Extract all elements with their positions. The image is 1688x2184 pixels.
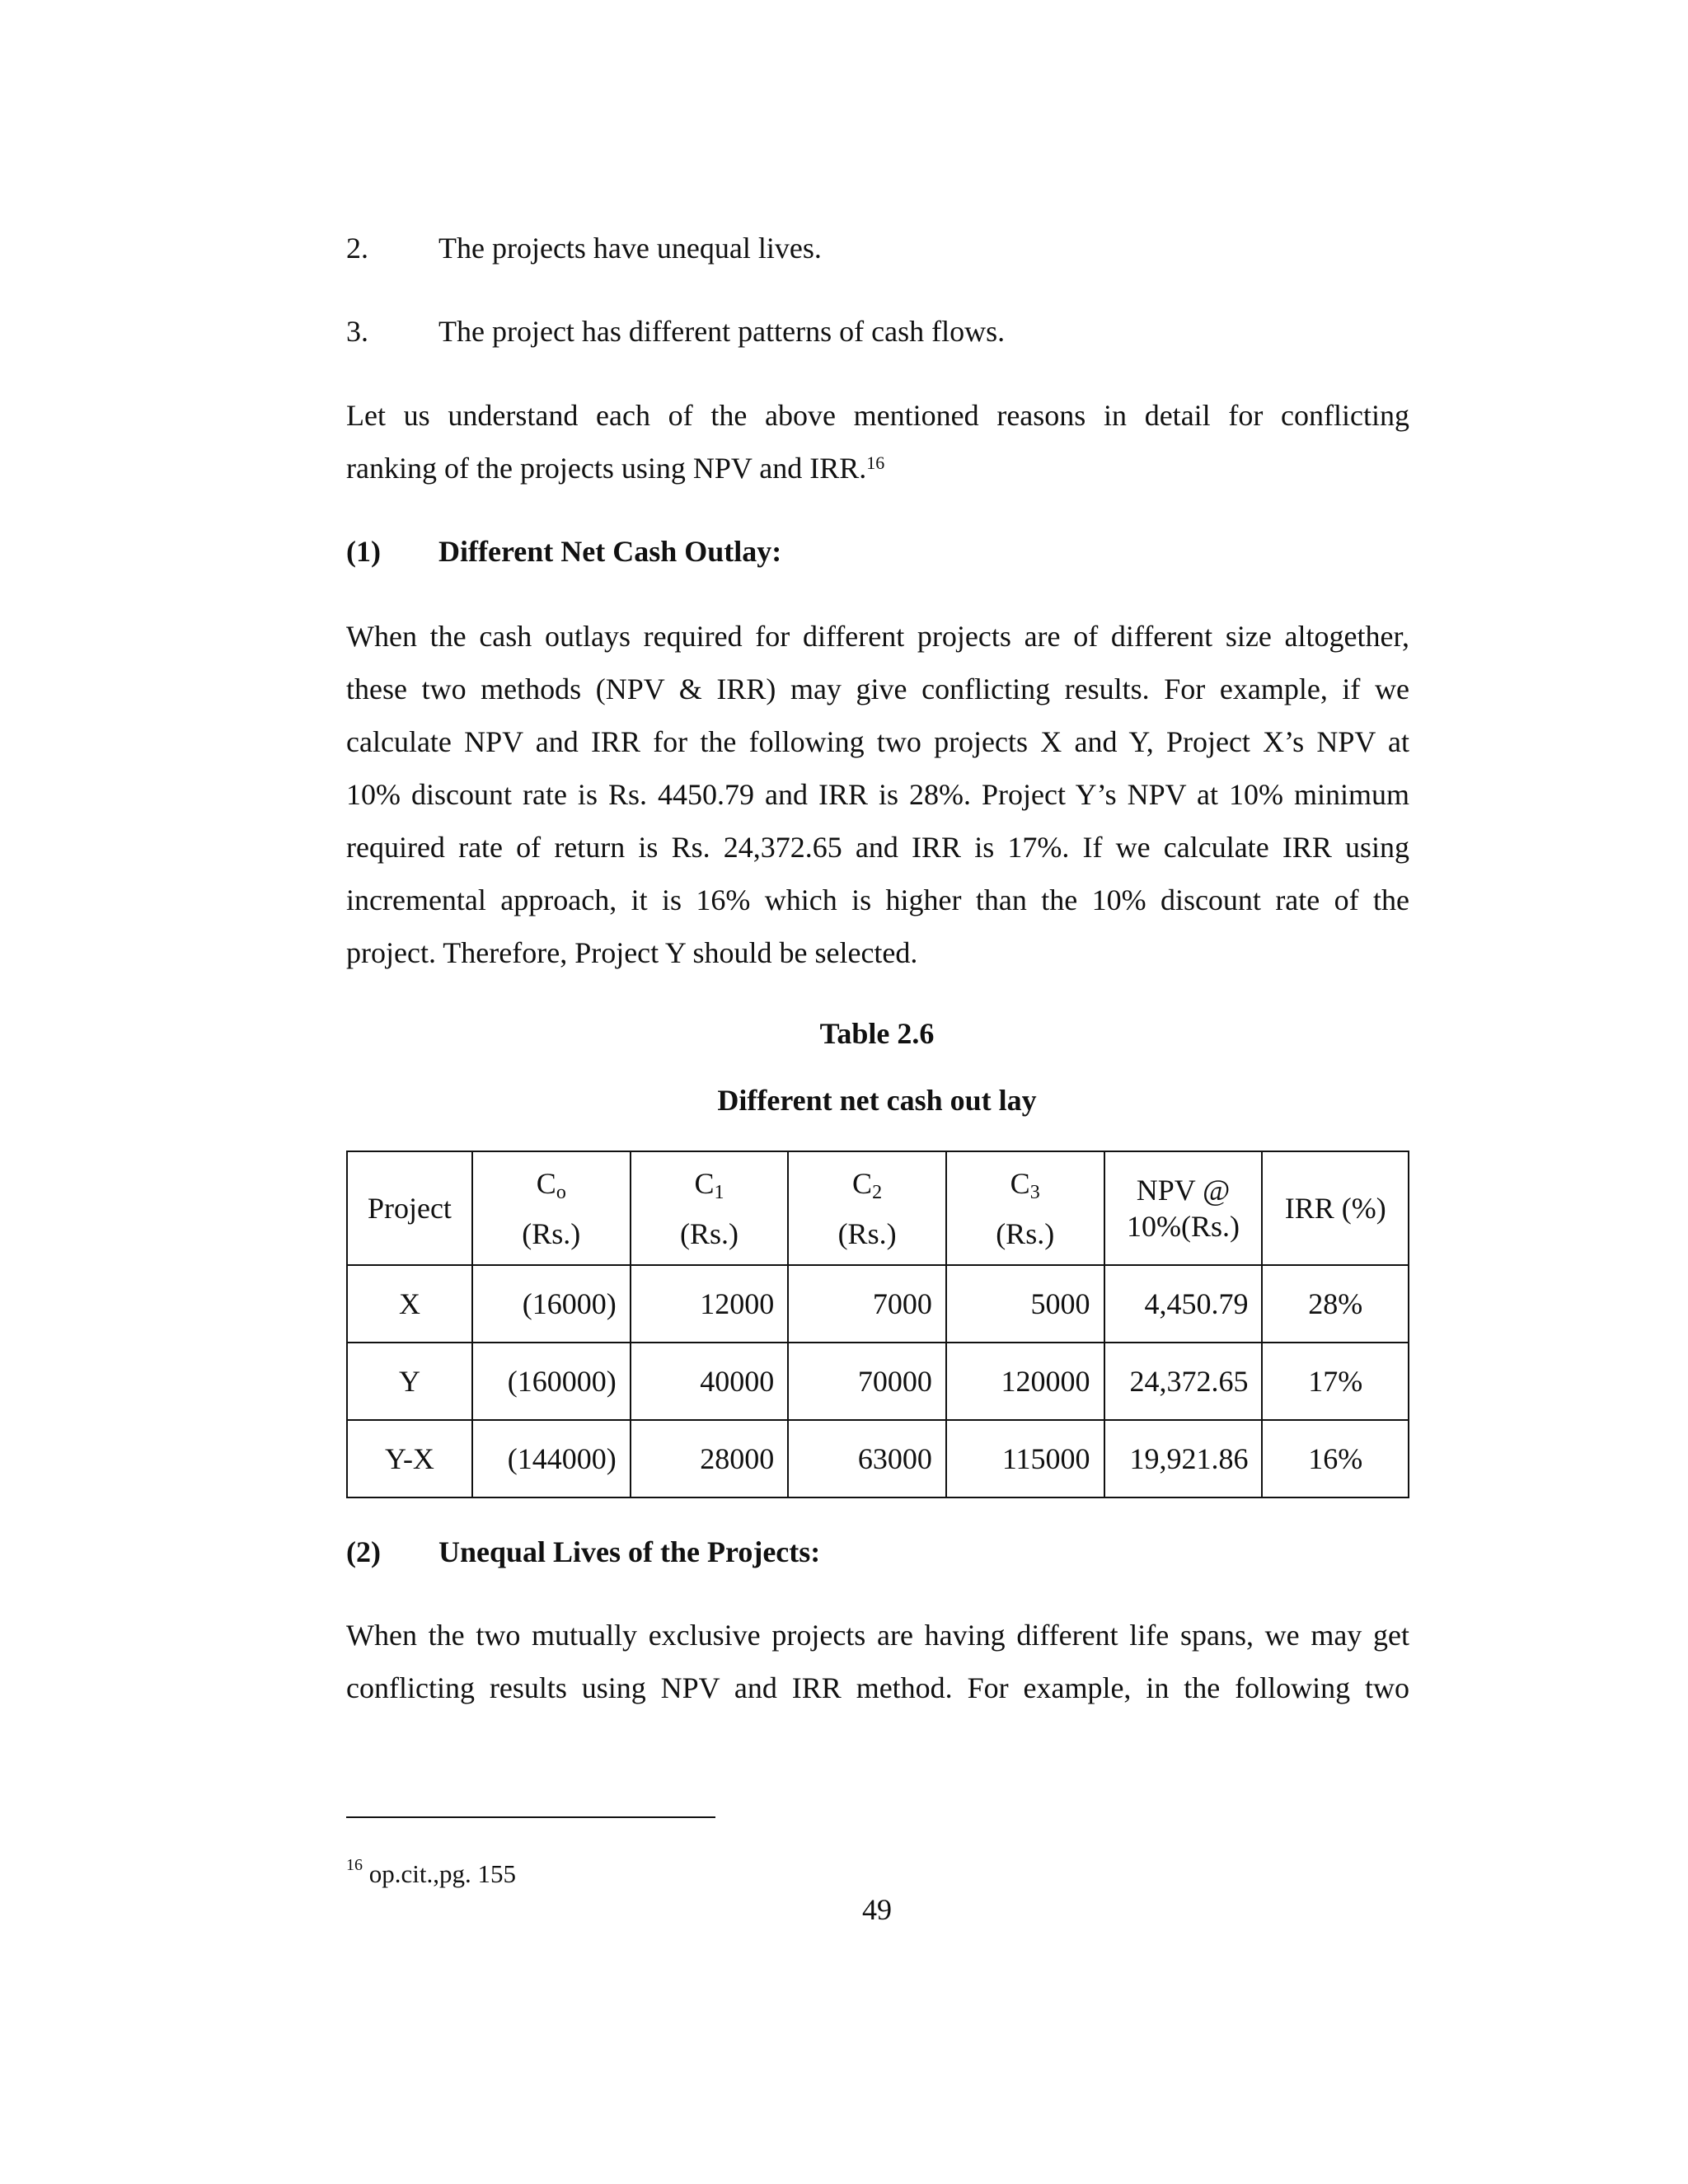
section-heading: Unequal Lives of the Projects:: [438, 1535, 821, 1568]
cell-c0: (16000): [472, 1265, 631, 1343]
header-label: C: [1010, 1166, 1030, 1200]
page-number: 49: [862, 1893, 892, 1926]
list-item-text: The projects have unequal lives.: [438, 232, 822, 265]
header-label: IRR (%): [1284, 1192, 1386, 1225]
header-label: NPV @: [1136, 1174, 1231, 1207]
table-row: [347, 1343, 1409, 1420]
intro-paragraph: [346, 389, 1409, 494]
header-label: C: [536, 1166, 556, 1200]
table-row: [347, 1420, 1409, 1497]
section1-paragraph: [346, 610, 1409, 979]
header-subscript: 3: [1029, 1181, 1040, 1203]
footnote: [346, 1856, 516, 1889]
header-label: 10%(Rs.): [1126, 1210, 1240, 1243]
footnote-reference[interactable]: 16: [866, 452, 885, 473]
paragraph-line: [346, 442, 1409, 494]
header-unit: (Rs.): [522, 1216, 581, 1250]
section2-paragraph: [346, 1609, 1409, 1714]
cell-project: Y-X: [347, 1420, 472, 1497]
list-item-number: 3.: [346, 315, 368, 348]
paragraph-line-text: ranking of the projects using NPV and IRR.: [346, 452, 867, 485]
list-item-number: 2.: [346, 232, 368, 265]
table-caption: Different net cash out lay: [717, 1084, 1037, 1117]
header-subscript: 1: [714, 1181, 724, 1203]
paragraph-line: 10% discount rate is Rs. 4450.79 and IRR is 28%. Project Y’s NPV at 10% minimum: [346, 778, 1409, 811]
cell-c3: 5000: [946, 1265, 1104, 1343]
cell-irr: 28%: [1262, 1265, 1409, 1343]
paragraph-line: Let us understand each of the above mentioned reasons in detail for conflicting: [346, 399, 1409, 432]
header-unit: (Rs.): [996, 1216, 1055, 1250]
footnote-text: op.cit.,pg. 155: [368, 1859, 516, 1888]
cell-c2: 7000: [788, 1265, 946, 1343]
header-unit: (Rs.): [680, 1216, 738, 1250]
paragraph-line: incremental approach, it is 16% which is higher than the 10% discount rate of the: [346, 883, 1409, 916]
header-subscript: 2: [872, 1181, 883, 1203]
header-label: C: [852, 1166, 873, 1200]
footnote-separator: [346, 1816, 715, 1818]
list-item-text: The project has different patterns of cash flows.: [438, 315, 1006, 348]
cell-npv: 4,450.79: [1104, 1265, 1263, 1343]
section-number: (2): [346, 1535, 381, 1568]
paragraph-line: When the two mutually exclusive projects are having different life spans, we may get: [346, 1619, 1409, 1652]
header-label: C: [694, 1166, 715, 1200]
paragraph-line: project. Therefore, Project Y should be selected.: [346, 936, 918, 969]
header-npv: [1104, 1151, 1263, 1265]
table-header-row: [347, 1151, 1409, 1265]
table-number: Table 2.6: [819, 1017, 935, 1050]
header-irr: [1262, 1151, 1409, 1265]
cell-irr: 16%: [1262, 1420, 1409, 1497]
cell-c0: (144000): [472, 1420, 631, 1497]
paragraph-line: these two methods (NPV & IRR) may give conflicting results. For example, if we: [346, 673, 1409, 705]
table-row: [347, 1265, 1409, 1343]
paragraph-line: When the cash outlays required for different projects are of different size altogether,: [346, 620, 1409, 653]
header-c1: [631, 1151, 789, 1265]
paragraph-line: required rate of return is Rs. 24,372.65 and IRR is 17%. If we calculate IRR using: [346, 831, 1409, 864]
cell-c0: (160000): [472, 1343, 631, 1420]
cell-c3: 115000: [946, 1420, 1104, 1497]
header-project: [347, 1151, 472, 1265]
cash-outlay-table: [346, 1151, 1409, 1498]
cell-project: Y: [347, 1343, 472, 1420]
cell-npv: 24,372.65: [1104, 1343, 1263, 1420]
header-c2: [788, 1151, 946, 1265]
cell-c3: 120000: [946, 1343, 1104, 1420]
cell-c1: 12000: [631, 1265, 789, 1343]
header-unit: (Rs.): [837, 1216, 897, 1250]
cell-npv: 19,921.86: [1104, 1420, 1263, 1497]
paragraph-line: conflicting results using NPV and IRR method. For example, in the following two: [346, 1671, 1409, 1704]
cell-irr: 17%: [1262, 1343, 1409, 1420]
cell-c1: 28000: [631, 1420, 789, 1497]
header-c0: [472, 1151, 631, 1265]
paragraph-line: calculate NPV and IRR for the following two projects X and Y, Project X’s NPV at: [346, 725, 1409, 758]
cell-c1: 40000: [631, 1343, 789, 1420]
section-number: (1): [346, 535, 381, 568]
section-heading: Different Net Cash Outlay:: [438, 535, 782, 568]
cell-project: X: [347, 1265, 472, 1343]
header-c3: [946, 1151, 1104, 1265]
header-subscript: o: [556, 1181, 566, 1203]
header-label: Project: [367, 1192, 452, 1225]
cell-c2: 70000: [788, 1343, 946, 1420]
footnote-mark: 16: [346, 1856, 363, 1874]
cell-c2: 63000: [788, 1420, 946, 1497]
